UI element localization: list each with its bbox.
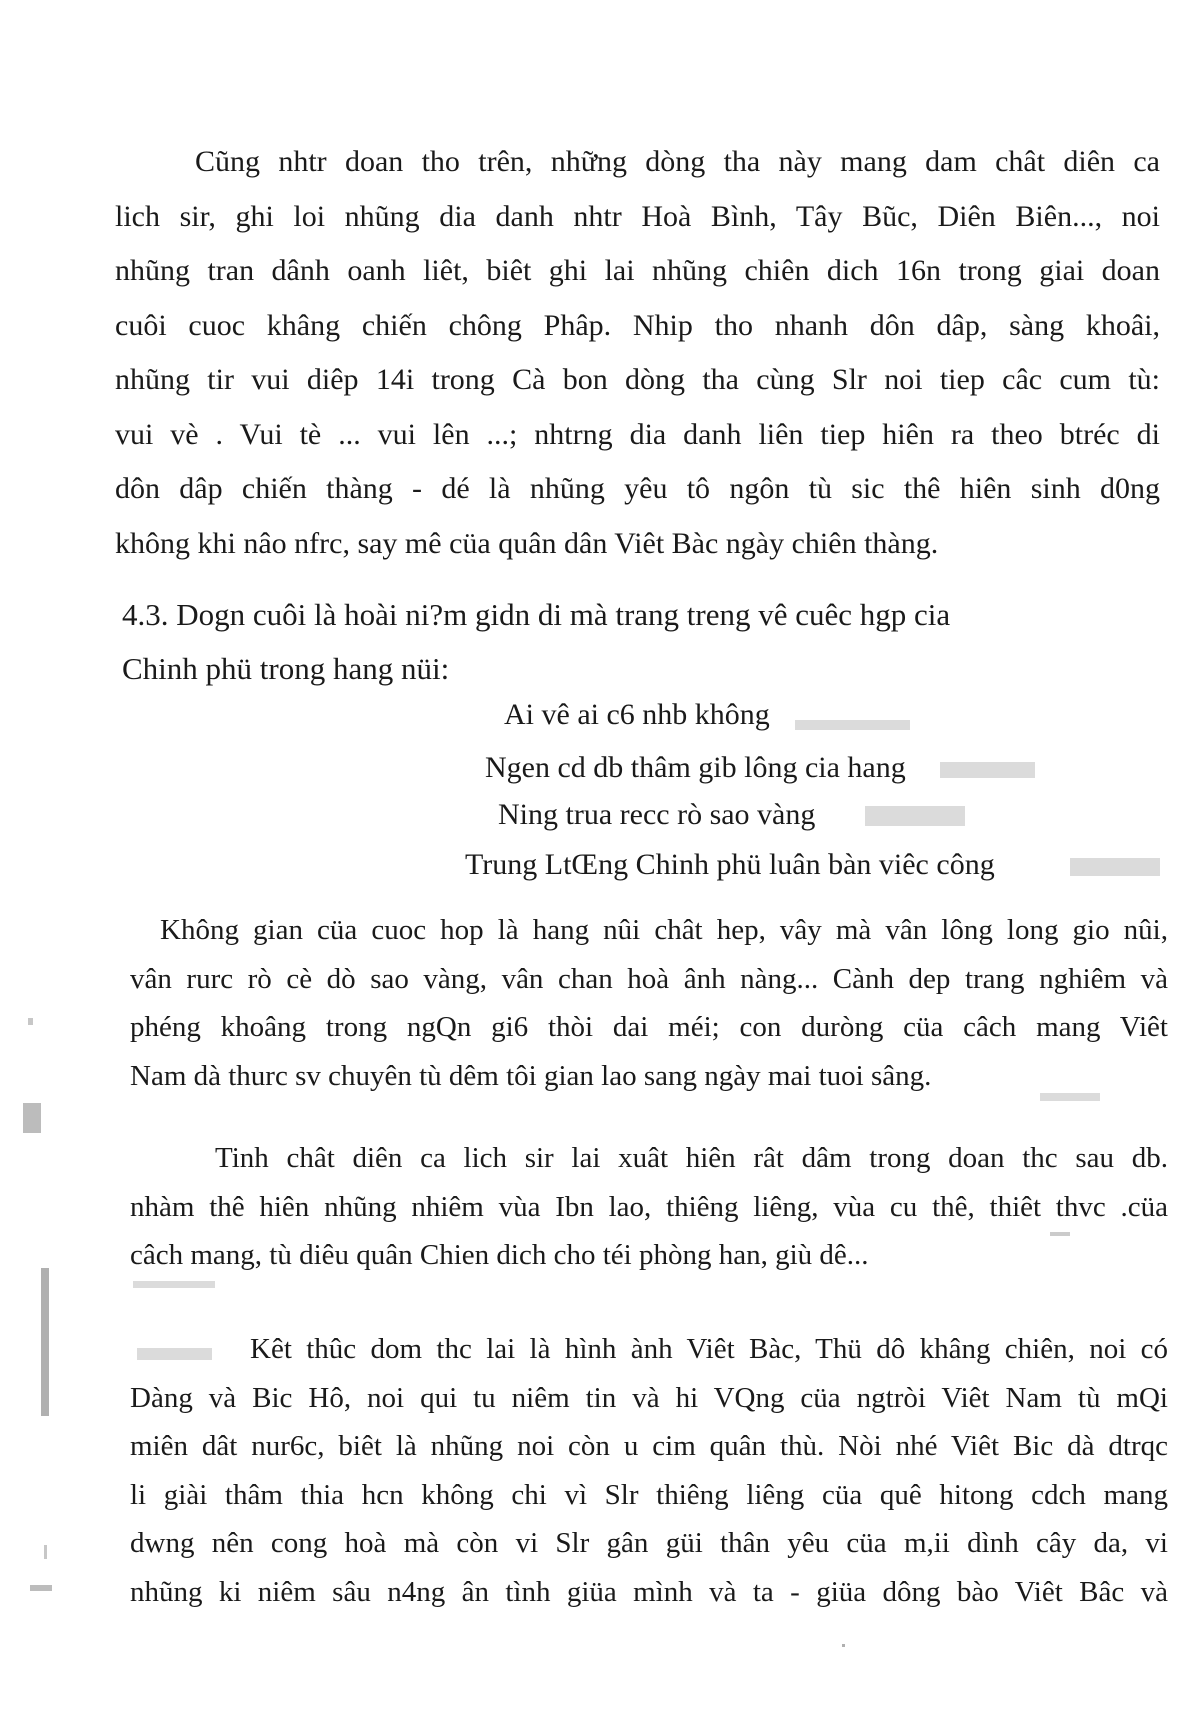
paragraph-4-line: miên dât nur6c, biêt là nhũng noi còn u cim quân thù. Nòi nhé Viêt Bic dà dtrqc (130, 1430, 1168, 1462)
paragraph-1-line: Cũng nhtr doan tho trên, những dòng tha này mang dam chât diên ca (195, 145, 1160, 178)
paragraph-2-line: Nam dà thurc sv chuyên tù dêm tôi gian lao sang ngày mai tuoi sâng. (130, 1059, 932, 1092)
scan-smudge (137, 1348, 212, 1360)
section-heading (122, 588, 1132, 696)
scan-smudge (1040, 1093, 1100, 1101)
poem-line-3: Ning trua recc rò sao vàng (498, 798, 816, 831)
paragraph-2-line: Không gian cüa cuoc hop là hang nûi chât hep, vây mà vân lông long gio nûi, (160, 914, 1168, 946)
paragraph-2-line: phéng khoâng trong ngQn gi6 thòi dai méi; con duròng cüa câch mang Viêt (130, 1011, 1168, 1043)
paragraph-4-line: Dàng và Bic Hô, noi qui tu niêm tin và hi VQng cüa ngtròi Viêt Nam tù mQi (130, 1381, 1168, 1414)
paragraph-3-line: Tinh chât diên ca lich sir lai xuât hiên rât dâm trong doan thc sau db. (215, 1142, 1168, 1174)
scan-smudge (1050, 1232, 1070, 1236)
paragraph-4-line: li giài thâm thia hcn không chi vì Slr thiêng liêng cüa quê hitong cdch mang (130, 1478, 1168, 1511)
paragraph-4 (130, 1325, 1168, 1616)
paragraph-4-line: nhũng ki niêm sâu n4ng ân tình giüa mình và ta - giüa dông bào Viêt Bâc và (130, 1575, 1168, 1608)
section-heading-line: 4.3. Dogn cuôi là hoài ni?m gidn di mà trang treng vê cuêc hgp cia (122, 597, 951, 632)
scan-edge-mark (30, 1585, 52, 1591)
scan-edge-mark (23, 1103, 41, 1133)
paragraph-1-line: nhũng tran dânh oanh liêt, biêt ghi lai nhũng chiên dich 16n trong giai doan (115, 254, 1160, 287)
paragraph-2 (130, 906, 1168, 1100)
scan-dot (842, 1644, 845, 1647)
paragraph-3-line: nhàm thê hiên nhũng nhiêm vùa Ibn lao, thiêng liêng, vùa cu thê, thiêt thvc .cüa (130, 1190, 1168, 1223)
paragraph-4-line: Kêt thûc dom thc lai là hình ành Viêt Bàc, Thü dô khâng chiên, noi có (250, 1333, 1168, 1365)
paragraph-1-line: nhũng tir vui diêp 14i trong Cà bon dòng tha cùng Slr noi tiep câc cum tù: (115, 363, 1160, 396)
paragraph-2-line: vân rurc rò cè dò sao vàng, vân chan hoà ânh nàng... Cành dep trang nghiêm và (130, 962, 1168, 995)
scan-smudge (1070, 858, 1160, 876)
paragraph-1-line: cuôi cuoc khâng chiến chông Phâp. Nhip tho nhanh dôn dâp, sàng khoâi, (115, 308, 1160, 342)
scan-edge-mark (28, 1018, 33, 1025)
paragraph-1-line: không khi nâo nfrc, say mê cüa quân dân Viêt Bàc ngày chiên thàng. (115, 526, 939, 560)
scan-smudge (133, 1281, 215, 1288)
scan-edge-mark (44, 1545, 47, 1559)
poem-line-4: Trung LtŒng Chinh phü luân bàn viêc công (465, 848, 995, 881)
paragraph-1-line: lich sir, ghi loi nhũng dia danh nhtr Hoà Bình, Tây Bũc, Diên Biên..., noi (115, 199, 1160, 233)
scan-smudge (795, 720, 910, 730)
paragraph-3-line: câch mang, tù diêu quân Chien dich cho téi phòng han, giù dê... (130, 1239, 869, 1271)
paragraph-1 (115, 135, 1160, 571)
paragraph-3 (130, 1134, 1168, 1280)
scan-edge-mark (41, 1268, 49, 1416)
poem-line-1: Ai vê ai c6 nhb không (504, 698, 770, 731)
section-heading-line: Chinh phü trong hang nüi: (122, 651, 450, 686)
paragraph-1-line: dôn dâp chiến thàng - dé là nhũng yêu tô ngôn tù sic thê hiên sinh d0ng (115, 472, 1160, 505)
scan-smudge (940, 762, 1035, 778)
paragraph-4-line: dwng nên cong hoà mà còn vi Slr gân güi thân yêu cüa m,ii dình cây da, vi (130, 1527, 1168, 1559)
scan-smudge (865, 806, 965, 826)
poem-line-2: Ngen cd db thâm gib lông cia hang (485, 751, 906, 784)
paragraph-1-line: vui vè . Vui tè ... vui lên ...; nhtrng dia danh liên tiep hiên ra theo btréc di (115, 417, 1160, 451)
